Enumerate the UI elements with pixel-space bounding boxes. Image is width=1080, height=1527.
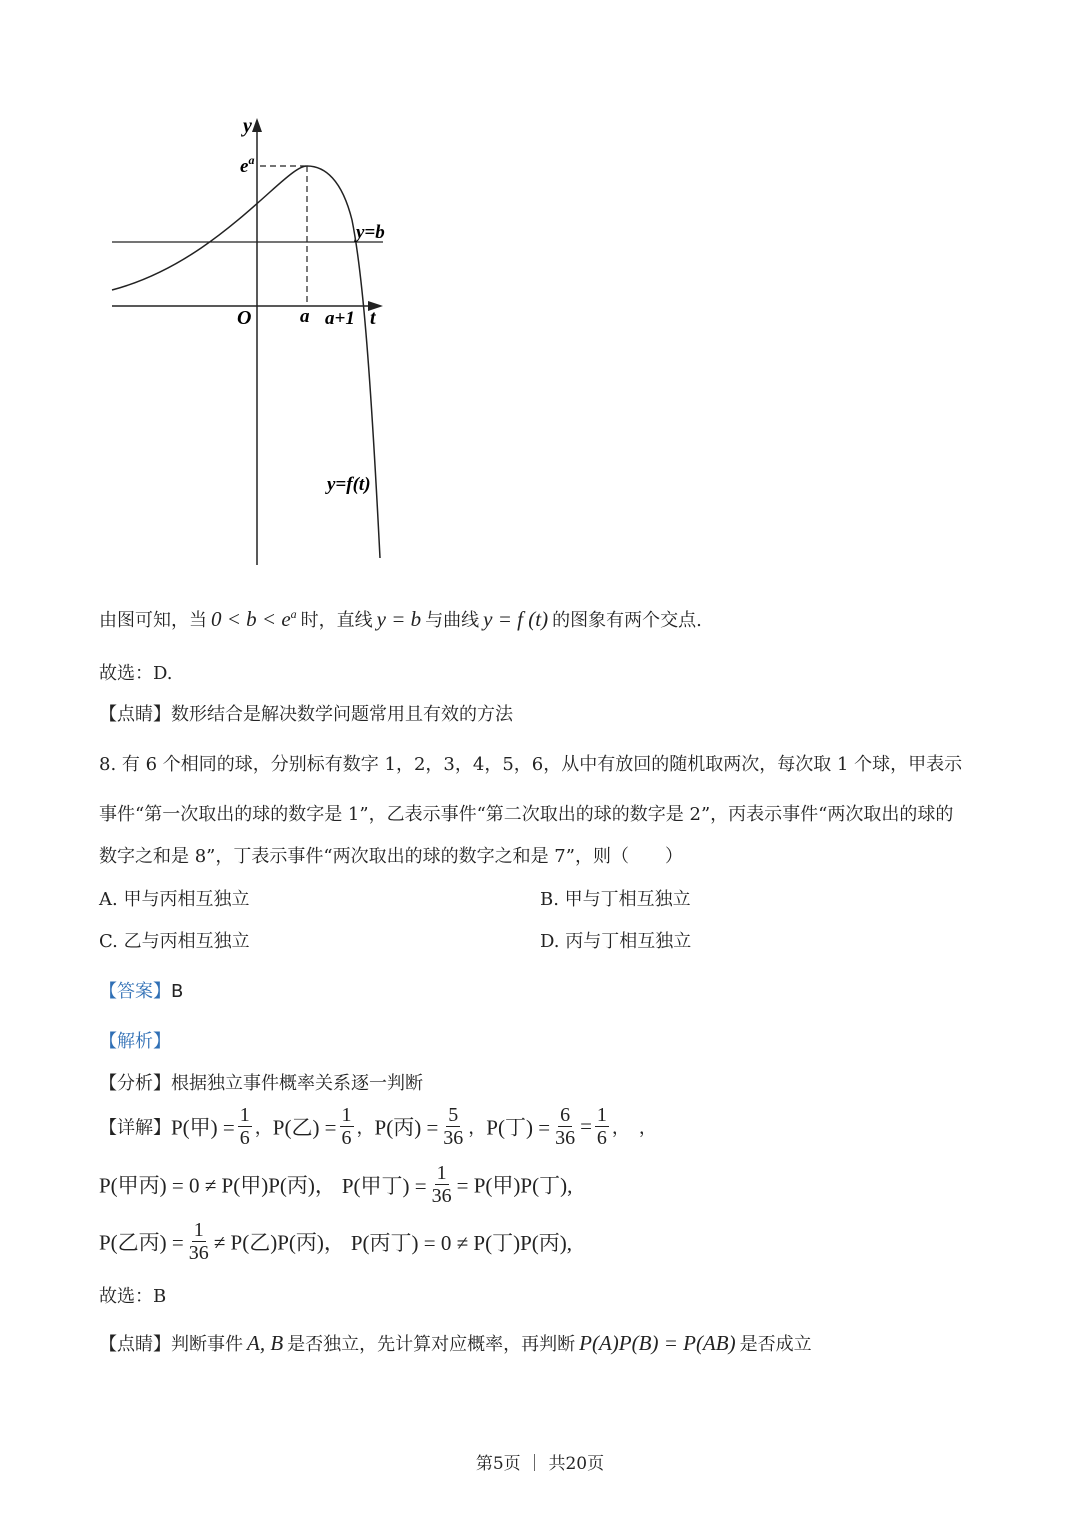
curve-f-of-t	[112, 166, 380, 558]
detail-row-3: P(乙丙) = $\frac{1}{36}$ ≠ P(乙)P(丙)， P(丙丁) = 0 ≠ P(丁)P(丙),	[99, 1219, 572, 1264]
answer-value: B	[171, 981, 184, 1002]
origin-label: O	[237, 307, 252, 329]
y-axis-arrow	[252, 118, 262, 132]
question-8-line-1: 8. 有 6 个相同的球，分别标有数字 1，2，3，4，5，6，从中有放回的随机取两次，每次取 1 个球，甲表示	[99, 754, 963, 775]
option-d: D. 丙与丁相互独立	[540, 931, 692, 952]
answer-label: 【答案】	[99, 981, 171, 1002]
peak-label: $e^a$	[240, 153, 255, 177]
conclusion-line: 由图可知，当 $0 < b < e^a$ 时，直线 y = b 与曲线 y = f (t) 的图象有两个交点.	[99, 607, 702, 631]
page-footer: 第5页 ｜ 共20页	[475, 1454, 605, 1474]
question-8-line-2: 事件“第一次取出的球的数字是 1”，乙表示事件“第二次取出的球的数字是 2”，丙表示事件“两次取出的球的	[99, 804, 954, 825]
option-c: C. 乙与丙相互独立	[99, 931, 250, 952]
t-axis-label: t	[370, 307, 376, 329]
analysis-label: 【解析】	[99, 1031, 171, 1052]
fenxi-line: 【分析】根据独立事件概率关系逐一判断	[99, 1073, 423, 1094]
tick-a-label: a	[300, 306, 310, 327]
y-axis-label: y	[243, 115, 252, 137]
option-b: B. 甲与丁相互独立	[540, 889, 691, 910]
curve-label: y=f(t)	[327, 474, 371, 495]
question-8-line-3: 数字之和是 8”，丁表示事件“两次取出的球的数字之和是 7”，则（ ）	[99, 846, 683, 867]
answer-line	[99, 977, 183, 1003]
previous-choice: 故选：D.	[99, 663, 173, 684]
function-graph	[100, 110, 420, 580]
detail-row-1: 【详解】P(甲) = $\frac{1}{6}$ ，P(乙) = $\frac{1}{6}$ ，P(丙) = $\frac{5}{36}$ ，P(丁) = $\frac{6}{36}$ = $\frac{1}{6}$ ， ，	[99, 1104, 657, 1149]
line-b-label: y=b	[356, 222, 385, 243]
option-a: A. 甲与丙相互独立	[99, 889, 250, 910]
dianjing-line: 【点睛】判断事件 A, B 是否独立，先计算对应概率，再判断 P(A)P(B) = P(AB) 是否成立	[99, 1331, 812, 1355]
final-choice: 故选：B	[99, 1286, 167, 1307]
tick-a-plus-1-label: a+1	[325, 308, 355, 329]
previous-note: 【点睛】数形结合是解决数学问题常用且有效的方法	[99, 704, 513, 725]
detail-row-2: P(甲丙) = 0 ≠ P(甲)P(丙)， P(甲丁) = $\frac{1}{36}$ = P(甲)P(丁),	[99, 1162, 573, 1207]
